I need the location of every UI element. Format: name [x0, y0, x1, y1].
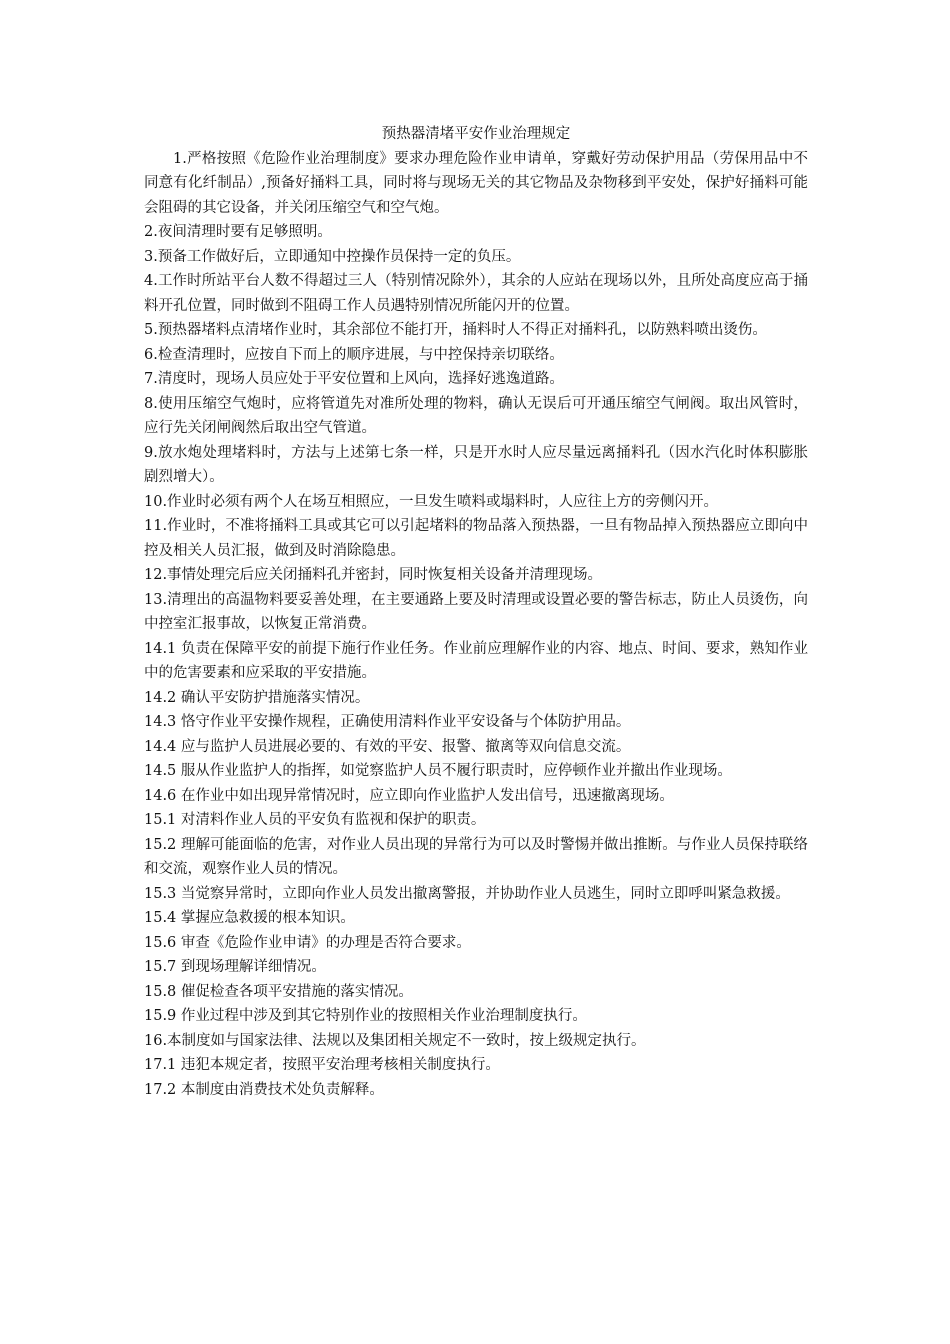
document-paragraph: 15.6 审查《危险作业申请》的办理是否符合要求。: [144, 934, 471, 951]
document-paragraph: 15.1 对清料作业人员的平安负有监视和保护的职责。: [144, 812, 486, 828]
document-paragraph: 17.1 违犯本规定者，按照平安治理考核相关制度执行。: [144, 1057, 500, 1073]
document-title: 预热器清堵平安作业治理规定: [381, 126, 571, 142]
document-paragraph: 14.4 应与监护人员进展必要的、有效的平安、报警、撤离等双向信息交流。: [144, 738, 631, 755]
document-page: [144, 122, 808, 1102]
document-paragraph: 16.本制度如与国家法律、法规以及集团相关规定不一致时，按上级规定执行。: [144, 1032, 646, 1049]
document-paragraph: 9.放水炮处理堵料时，方法与上述第七条一样，只是开水时人应尽量远离捅料孔（因水汽化时体积膨胀剧烈增大）。: [144, 444, 808, 485]
document-paragraph: 10.作业时必须有两个人在场互相照应，一旦发生喷料或塌料时，人应往上方的旁侧闪开。: [144, 493, 719, 510]
document-paragraph: 1.严格按照《危险作业治理制度》要求办理危险作业申请单，穿戴好劳动保护用品（劳保用品中不同意有化纤制品）,预备好捅料工具，同时将与现场无关的其它物品及杂物移到平安处，保护好捅料可能会阻碍的其它设备，并关闭压缩空气和空气炮。: [144, 150, 808, 216]
document-paragraph: 15.9 作业过程中涉及到其它特别作业的按照相关作业治理制度执行。: [144, 1008, 587, 1024]
document-paragraph: 6.检查清理时，应按自下而上的顺序进展，与中控保持亲切联络。: [144, 346, 564, 363]
document-paragraph: 15.8 催促检查各项平安措施的落实情况。: [144, 983, 413, 1000]
document-paragraph: 14.5 服从作业监护人的指挥，如觉察监护人员不履行职责时，应停顿作业并撤出作业现场。: [144, 763, 732, 779]
document-paragraph: 11.作业时，不准将捅料工具或其它可以引起堵料的物品落入预热器，一旦有物品掉入预热器应立即向中控及相关人员汇报，做到及时消除隐患。: [144, 518, 808, 559]
document-paragraph: 14.3 恪守作业平安操作规程，正确使用清料作业平安设备与个体防护用品。: [144, 714, 631, 730]
document-paragraph: 14.6 在作业中如出现异常情况时，应立即向作业监护人发出信号，迅速撤离现场。: [144, 787, 674, 804]
document-paragraph: 14.1 负责在保障平安的前提下施行作业任务。作业前应理解作业的内容、地点、时间、要求，熟知作业中的危害要素和应采取的平安措施。: [144, 640, 808, 681]
document-paragraph: 4.工作时所站平台人数不得超过三人（特别情况除外），其余的人应站在现场以外，且所处高度应高于捅料开孔位置，同时做到不阻碍工作人员遇特别情况所能闪开的位置。: [144, 273, 808, 314]
document-paragraph: 15.7 到现场理解详细情况。: [144, 959, 326, 975]
document-paragraph: 14.2 确认平安防护措施落实情况。: [144, 689, 370, 706]
document-paragraph: 3.预备工作做好后，立即通知中控操作员保持一定的负压。: [144, 248, 521, 265]
document-paragraph: 13.清理出的高温物料要妥善处理，在主要通路上要及时清理或设置必要的警告标志，防止人员烫伤，向中控室汇报事故，以恢复正常消费。: [144, 591, 808, 632]
document-paragraph: 17.2 本制度由消费技术处负责解释。: [144, 1081, 384, 1098]
document-paragraph: 12.事情处理完后应关闭捅料孔并密封，同时恢复相关设备并清理现场。: [144, 567, 603, 583]
document-paragraph: 15.3 当觉察异常时，立即向作业人员发出撤离警报，并协助作业人员逃生，同时立即呼叫紧急救援。: [144, 885, 790, 902]
document-paragraph: 8.使用压缩空气炮时，应将管道先对准所处理的物料，确认无误后可开通压缩空气闸阀。取出风管时，应行先关闭闸阀然后取出空气管道。: [144, 395, 808, 436]
document-paragraph: 2.夜间清理时要有足够照明。: [144, 224, 332, 240]
document-paragraph: 15.2 理解可能面临的危害，对作业人员出现的异常行为可以及时警惕并做出推断。与作业人员保持联络和交流，观察作业人员的情况。: [144, 836, 808, 877]
document-paragraph: 7.清度时，现场人员应处于平安位置和上风向，选择好逃逸道路。: [144, 371, 564, 387]
document-body: [144, 147, 808, 1103]
document-paragraph: 5.预热器堵料点清堵作业时，其余部位不能打开，捅料时人不得正对捅料孔，以防熟料喷出烫伤。: [144, 322, 767, 338]
document-paragraph: 15.4 掌握应急救援的根本知识。: [144, 910, 355, 926]
